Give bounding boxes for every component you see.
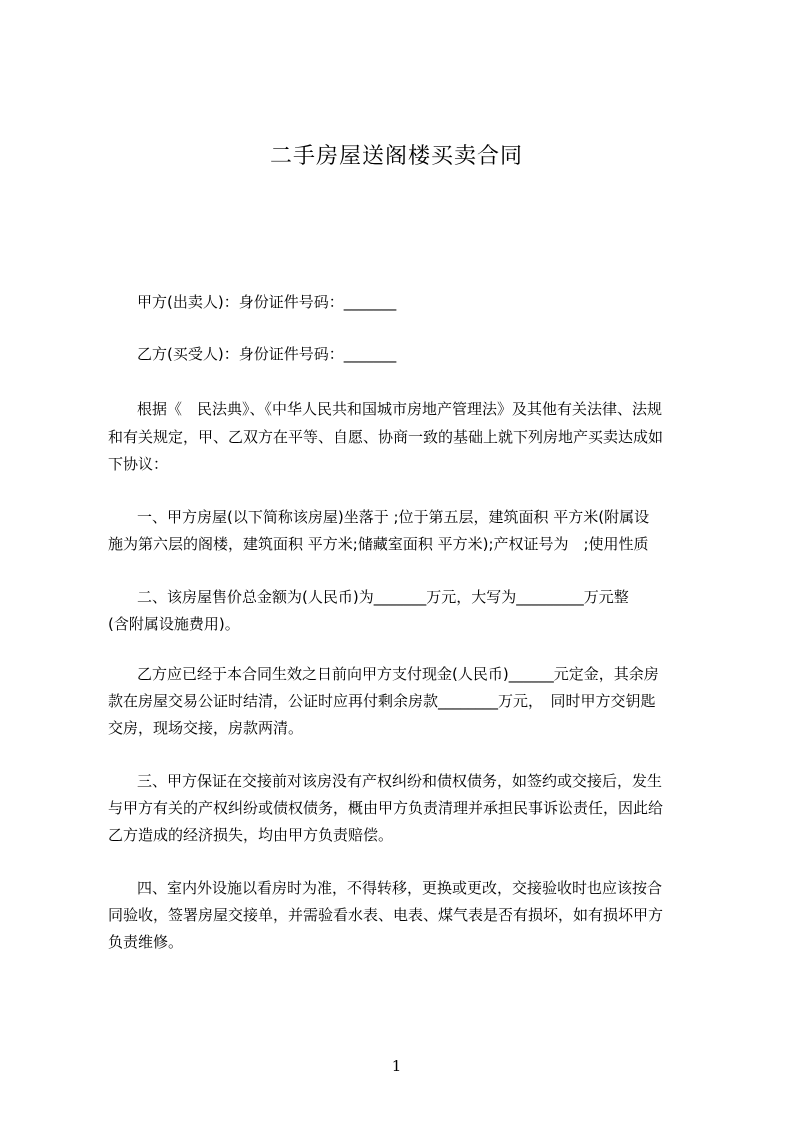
paragraph-line: 施为第六层的阁楼，建筑面积 平方米;储藏室面积 平方米);产权证号为 ;使用性质 — [108, 535, 649, 553]
paragraph-line: 根据《 民法典》、《中华人民共和国城市房地产管理法》及其他有关法律、法规 — [137, 400, 663, 418]
paragraph-line: 乙方造成的经济损失，均由甲方负责赔偿。 — [108, 826, 394, 844]
party-a-line: 甲方(出卖人)：身份证件号码：_______ — [137, 293, 397, 311]
paragraph-line: 和有关规定，甲、乙双方在平等、自愿、协商一致的基础上就下列房地产买卖达成如 — [108, 428, 664, 446]
paragraph-line: 下协议： — [108, 455, 169, 473]
paragraph-line: 款在房屋交易公证时结清，公证时应再付剩余房款________万元， 同时甲方交钥匙 — [108, 692, 656, 710]
paragraph-line: 同验收，签署房屋交接单，并需验看水表、电表、煤气表是否有损坏，如有损坏甲方 — [108, 906, 664, 924]
paragraph-line: (含附属设施费用)。 — [108, 615, 240, 633]
page-number: 1 — [391, 1057, 402, 1075]
paragraph-line: 一、甲方房屋(以下简称该房屋)坐落于 ;位于第五层，建筑面积 平方米(附属设 — [137, 508, 650, 526]
paragraph-line: 四、室内外设施以看房时为准，不得转移，更换或更改，交接验收时也应该按合 — [137, 879, 663, 897]
paragraph-line: 负责维修。 — [108, 933, 184, 951]
paragraph-line: 与甲方有关的产权纠纷或债权债务，概由甲方负责清理并承担民事诉讼责任，因此给 — [108, 799, 664, 817]
paragraph-line: 二、该房屋售价总金额为(人民币)为_______万元，大写为_________万元整 — [137, 588, 629, 606]
document-title: 二手房屋送阁楼买卖合同 — [269, 144, 523, 169]
party-b-line: 乙方(买受人)：身份证件号码：_______ — [137, 345, 397, 363]
paragraph-line: 乙方应已经于本合同生效之日前向甲方支付现金(人民币)______元定金，其余房 — [137, 665, 659, 683]
paragraph-line: 交房，现场交接，房款两清。 — [108, 719, 304, 737]
paragraph-line: 三、甲方保证在交接前对该房没有产权纠纷和债权债务，如签约或交接后，发生 — [137, 772, 663, 790]
